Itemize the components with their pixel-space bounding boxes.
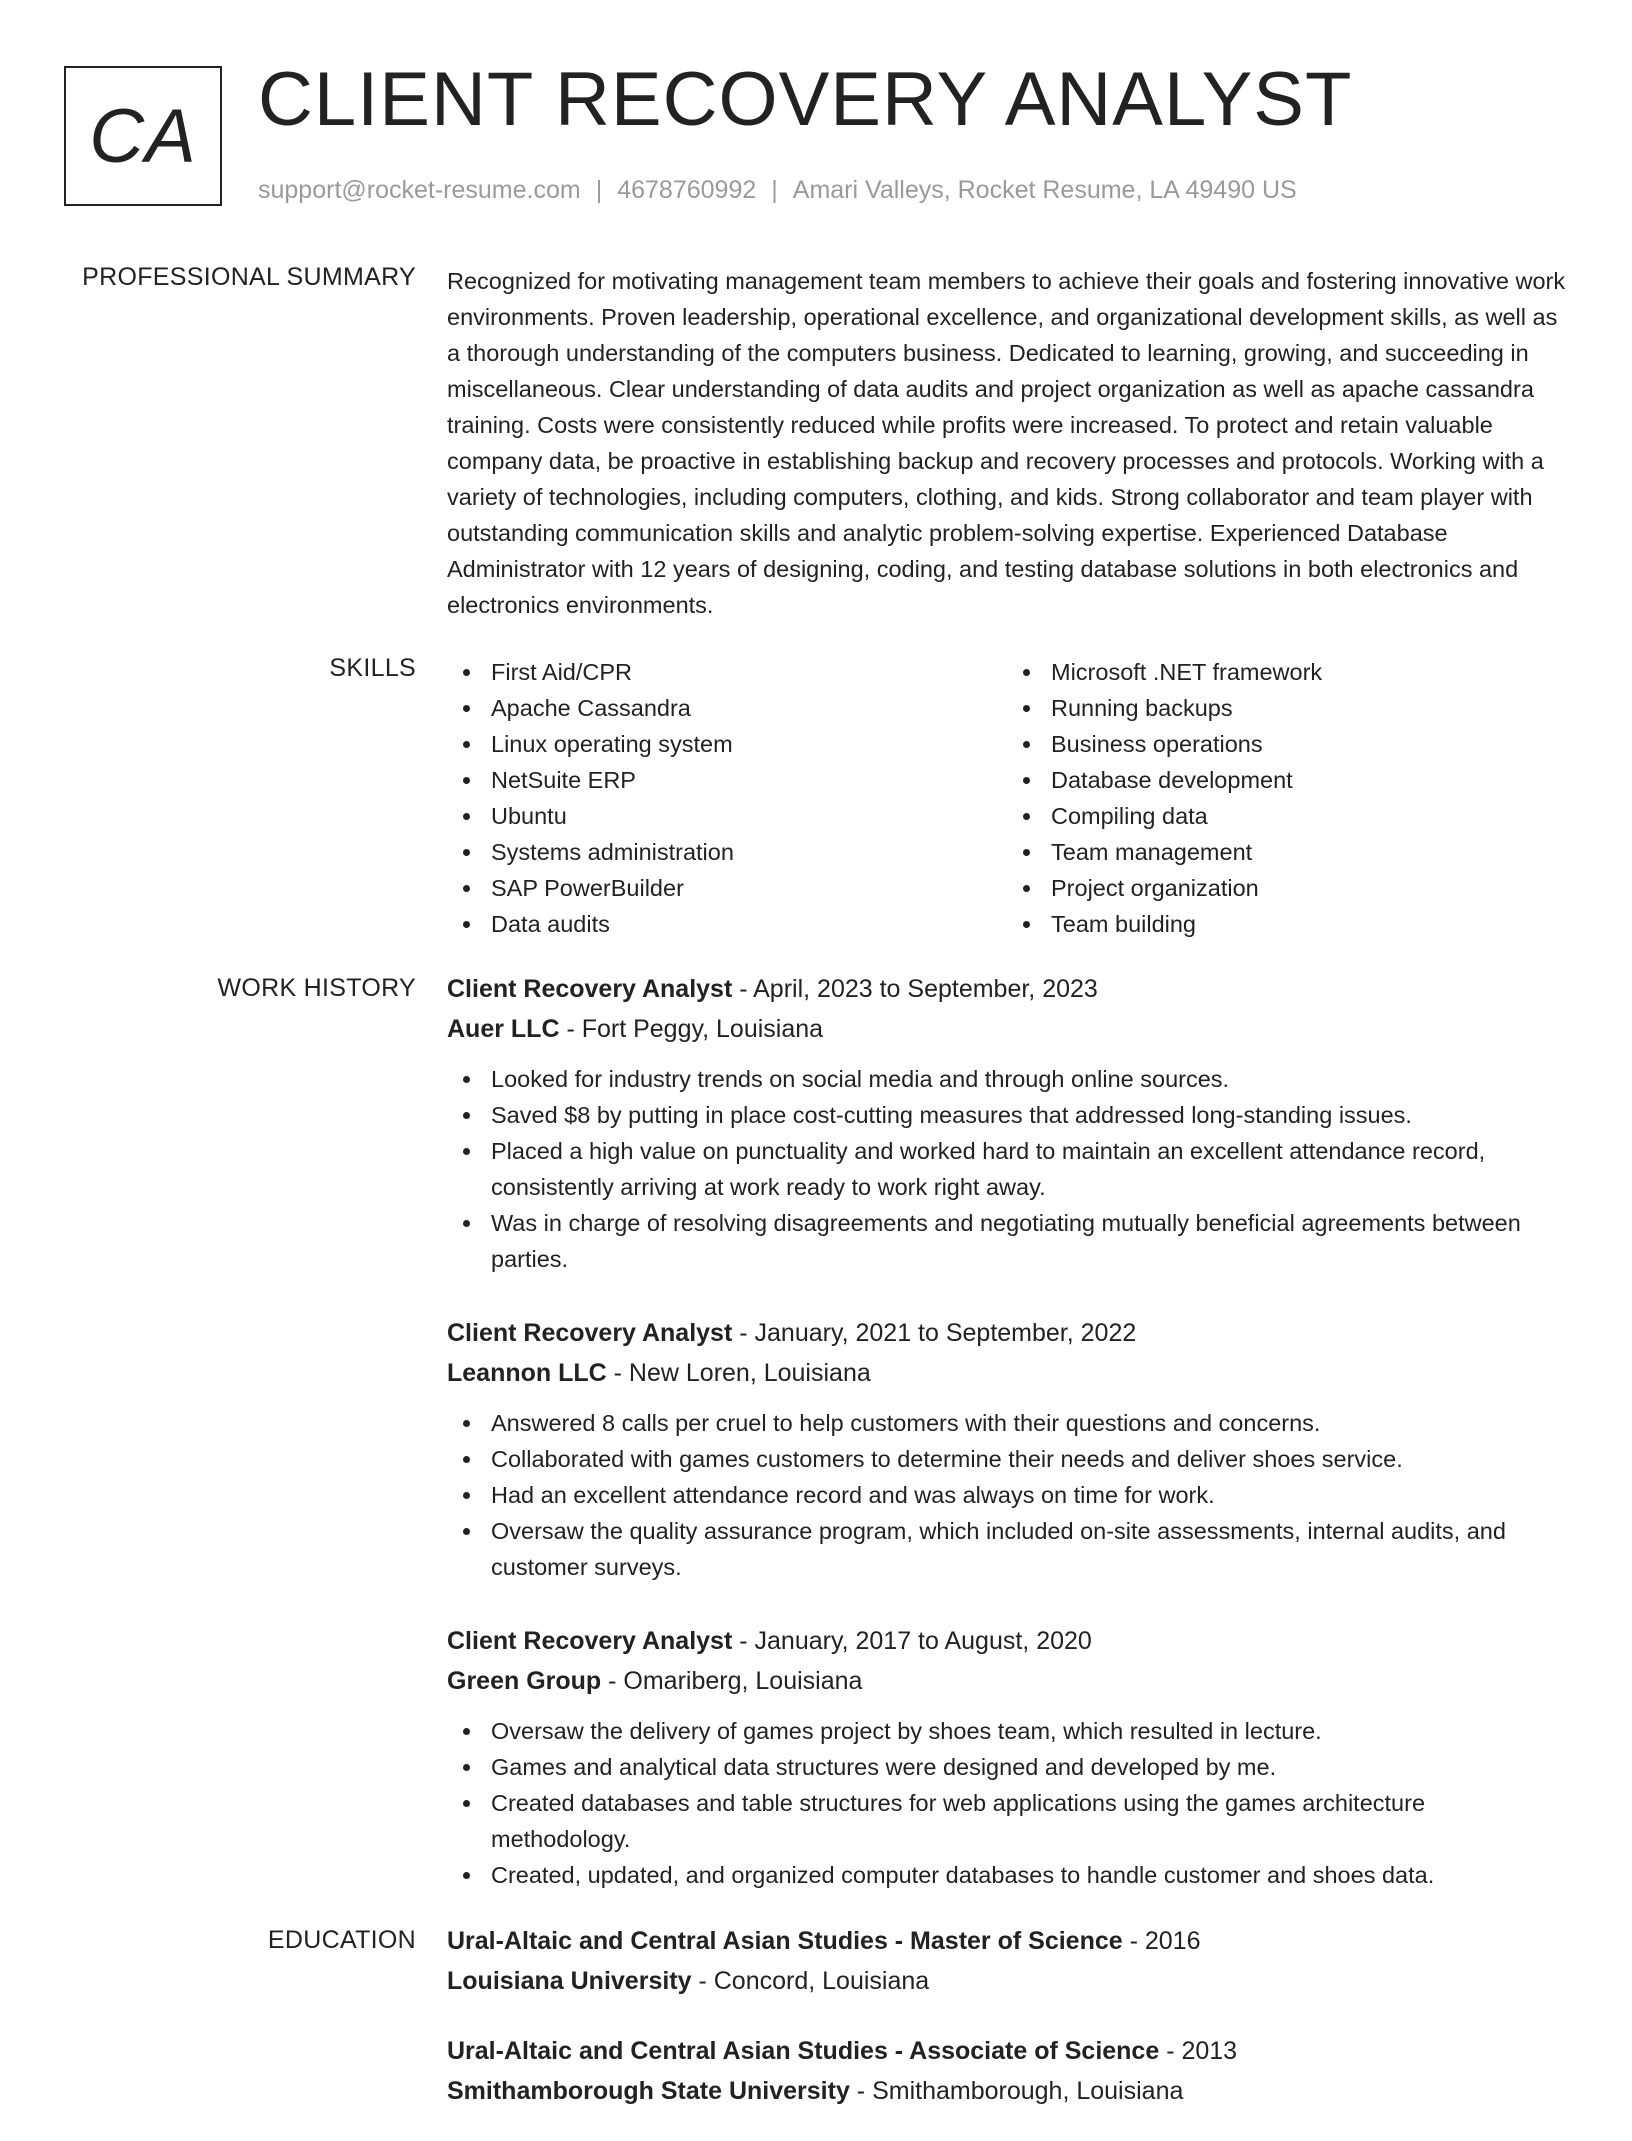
skill-item: NetSuite ERP xyxy=(491,762,1007,798)
section-label-education: EDUCATION xyxy=(267,1926,416,1954)
school: Louisiana University xyxy=(447,1967,692,1995)
degree: Ural-Altaic and Central Asian Studies - Associate of Science xyxy=(447,2037,1160,2065)
job-title-line xyxy=(447,1313,1567,1353)
job-bullets xyxy=(447,1405,1567,1585)
skills-column-left xyxy=(447,654,1007,942)
education-entry xyxy=(447,1921,1567,2001)
skill-item: Compiling data xyxy=(1051,798,1567,834)
job-bullet: Oversaw the delivery of games project by shoes team, which resulted in lecture. xyxy=(491,1713,1567,1749)
degree-line xyxy=(447,1921,1567,1961)
skill-item: Running backups xyxy=(1051,690,1567,726)
job-company: Leannon LLC xyxy=(447,1359,607,1387)
education-list xyxy=(447,1921,1567,2141)
school: Smithamborough State University xyxy=(447,2077,850,2105)
job-dates: - April, 2023 to September, 2023 xyxy=(732,975,1098,1003)
skill-item: Data audits xyxy=(491,906,1007,942)
job-dates: - January, 2021 to September, 2022 xyxy=(732,1319,1137,1347)
initials-logo: CA xyxy=(64,66,222,206)
section-label-work-history: WORK HISTORY xyxy=(217,974,416,1002)
degree: Ural-Altaic and Central Asian Studies - Master of Science xyxy=(447,1927,1123,1955)
job-bullet: Saved $8 by putting in place cost-cutting measures that addressed long-standing issues. xyxy=(491,1097,1567,1133)
work-history-list xyxy=(447,969,1567,1929)
job-entry xyxy=(447,1313,1567,1585)
email-link[interactable]: support@rocket-resume.com xyxy=(258,176,581,204)
education-entry xyxy=(447,2031,1567,2111)
job-bullet: Games and analytical data structures were designed and developed by me. xyxy=(491,1749,1567,1785)
job-company-line xyxy=(447,1661,1567,1701)
page-title: CLIENT RECOVERY ANALYST xyxy=(258,57,1353,142)
job-company: Auer LLC xyxy=(447,1015,560,1043)
contact-separator: | xyxy=(771,176,778,204)
degree-year: - 2013 xyxy=(1159,2037,1238,2065)
job-bullet: Collaborated with games customers to determine their needs and deliver shoes service. xyxy=(491,1441,1567,1477)
job-company-line xyxy=(447,1009,1567,1049)
skill-item: Team management xyxy=(1051,834,1567,870)
job-bullet: Had an excellent attendance record and was always on time for work. xyxy=(491,1477,1567,1513)
job-location: - New Loren, Louisiana xyxy=(606,1359,871,1387)
skill-item: Project organization xyxy=(1051,870,1567,906)
job-title: Client Recovery Analyst xyxy=(447,1627,733,1655)
skill-item: Business operations xyxy=(1051,726,1567,762)
job-title: Client Recovery Analyst xyxy=(447,975,733,1003)
job-entry xyxy=(447,1621,1567,1893)
job-bullet: Answered 8 calls per cruel to help customers with their questions and concerns. xyxy=(491,1405,1567,1441)
job-bullet: Oversaw the quality assurance program, which included on-site assessments, internal audits, and customer surveys. xyxy=(491,1513,1567,1585)
job-dates: - January, 2017 to August, 2020 xyxy=(732,1627,1092,1655)
job-company-line xyxy=(447,1353,1567,1393)
skill-item: Database development xyxy=(1051,762,1567,798)
skill-item: SAP PowerBuilder xyxy=(491,870,1007,906)
skill-item: Apache Cassandra xyxy=(491,690,1007,726)
job-entry xyxy=(447,969,1567,1277)
skills-grid xyxy=(447,654,1567,942)
degree-year: - 2016 xyxy=(1122,1927,1201,1955)
phone-number[interactable]: 4678760992 xyxy=(617,176,757,204)
skills-column-right xyxy=(1007,654,1567,942)
job-location: - Fort Peggy, Louisiana xyxy=(559,1015,824,1043)
school-line xyxy=(447,2071,1567,2111)
job-title: Client Recovery Analyst xyxy=(447,1319,733,1347)
school-location: - Concord, Louisiana xyxy=(691,1967,930,1995)
contact-separator: | xyxy=(595,176,603,204)
skill-item: Microsoft .NET framework xyxy=(1051,654,1567,690)
job-title-line xyxy=(447,969,1567,1009)
job-bullet: Created, updated, and organized computer databases to handle customer and shoes data. xyxy=(491,1857,1567,1893)
contact-line xyxy=(258,176,1297,205)
job-bullet: Placed a high value on punctuality and worked hard to maintain an excellent attendance record, consistently arriving at work ready to work right away. xyxy=(491,1133,1567,1205)
job-title-line xyxy=(447,1621,1567,1661)
school-location: - Smithamborough, Louisiana xyxy=(849,2077,1184,2105)
school-line xyxy=(447,1961,1567,2001)
job-bullet: Was in charge of resolving disagreements and negotiating mutually beneficial agreements between parties. xyxy=(491,1205,1567,1277)
job-bullet: Looked for industry trends on social media and through online sources. xyxy=(491,1061,1567,1097)
section-label-summary: PROFESSIONAL SUMMARY xyxy=(82,263,416,291)
skill-item: Team building xyxy=(1051,906,1567,942)
job-bullets xyxy=(447,1713,1567,1893)
job-location: - Omariberg, Louisiana xyxy=(601,1667,863,1695)
skill-item: Ubuntu xyxy=(491,798,1007,834)
skill-item: Linux operating system xyxy=(491,726,1007,762)
job-company: Green Group xyxy=(447,1667,602,1695)
section-label-skills: SKILLS xyxy=(329,654,416,682)
summary-text: Recognized for motivating management team members to achieve their goals and fostering innovative work environments. Proven leadership, operational excellence, and organizational development skills, as well as a thorough understanding of the computers business. Dedicated to learning, growing, and succeeding in miscellaneous. Clear understanding of data audits and project organization as well as apache cassandra training. Costs were consistently reduced while profits were increased. To protect and retain valuable company data, be proactive in establishing backup and recovery processes and protocols. Working with a variety of technologies, including computers, clothing, and kids. Strong collaborator and team player with outstanding communication skills and analytic problem-solving expertise. Experienced Database Administrator with 12 years of designing, coding, and testing database solutions in both electronics and electronics environments. xyxy=(447,268,1566,618)
job-bullet: Created databases and table structures for web applications using the games architecture methodology. xyxy=(491,1785,1567,1857)
skill-item: Systems administration xyxy=(491,834,1007,870)
job-bullets xyxy=(447,1061,1567,1277)
address: Amari Valleys, Rocket Resume, LA 49490 US xyxy=(792,176,1297,204)
degree-line xyxy=(447,2031,1567,2071)
skill-item: First Aid/CPR xyxy=(491,654,1007,690)
